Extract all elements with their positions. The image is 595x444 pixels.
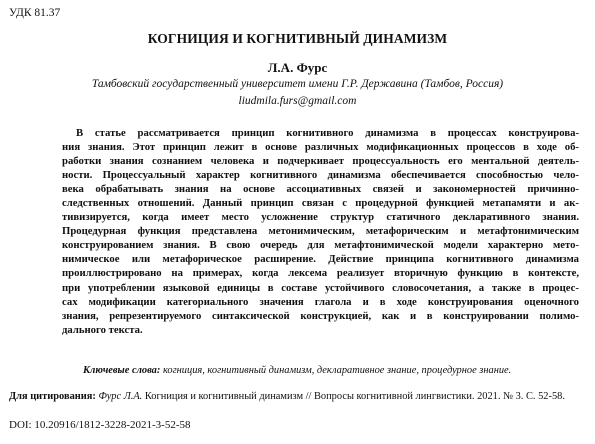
citation-author: Фурс Л.А. — [98, 391, 143, 402]
udk-code: УДК 81.37 — [9, 7, 61, 19]
author-affiliation: Тамбовский государственный университет имени Г.Р. Державина (Тамбов, Россия) — [91, 78, 504, 90]
abstract-line: века обрабатывать знания на основе ассоциативных связей и закономерностей причинно- — [62, 183, 579, 196]
abstract-line: знания, репрезентируемого синтаксической конструкцией, как и в конструировании полимо- — [62, 309, 579, 322]
abstract-line: ности. Процессуальный характер когнитивного динамизма обеспечивается способностью чело- — [62, 169, 579, 182]
abstract-line: конструированием знания. В свою очередь для метафтонимической модели характерно мето- — [62, 239, 579, 252]
abstract-line: тивизируется, когда имеет место усложнение структур статичного декларативного знания. — [62, 211, 579, 224]
author-email: liudmila.furs@gmail.com — [238, 95, 357, 107]
abstract-line: дального текста. — [62, 323, 143, 336]
abstract-line: при употреблении языковой единицы в составе устойчивого словосочетания, а также в процес- — [62, 281, 579, 294]
keywords-label: Ключевые слова: — [83, 365, 161, 376]
abstract-line: ния знания. Этот принцип лежит в основе различных модификационных процессов в ходе об- — [62, 141, 579, 154]
abstract-line: работки знания сознанием человека и подчеркивает процессуальность его ментальной деятель- — [62, 155, 579, 168]
abstract — [62, 126, 579, 337]
citation — [9, 391, 565, 402]
author-name: Л.А. Фурс — [267, 60, 328, 75]
abstract-line: сах модификации категориального значения глагола и в ходе конструирования оценочного — [62, 295, 579, 308]
abstract-line: В статье рассматривается принцип когнитивного динамизма в процессах конструирова- — [76, 127, 579, 139]
keywords-text: когниция, когнитивный динамизм, декларативное знание, процедурное знание. — [162, 365, 512, 376]
abstract-line: следственных отношений. Данный принцип связан с процедурной функцией метапамяти и ак- — [62, 197, 579, 210]
citation-text: Когниция и когнитивный динамизм // Вопросы когнитивной лингвистики. 2021. № 3. С. 52-58. — [144, 391, 565, 402]
keywords — [83, 365, 511, 376]
abstract-line: нимическое или метафорическое расширение. Действие принципа когнитивного динамизма — [62, 253, 579, 266]
doi: DOI: 10.20916/1812-3228-2021-3-52-58 — [9, 419, 191, 431]
abstract-line: Процедурная функция представлена метонимическим, метафорическим и метафтонимическим — [62, 225, 579, 238]
citation-label: Для цитирования: — [9, 391, 96, 402]
article-title: КОГНИЦИЯ И КОГНИТИВНЫЙ ДИНАМИЗМ — [147, 31, 448, 46]
abstract-line: проиллюстрировано на примерах, когда лексема реализует вторичную функцию в контексте, — [62, 267, 579, 280]
